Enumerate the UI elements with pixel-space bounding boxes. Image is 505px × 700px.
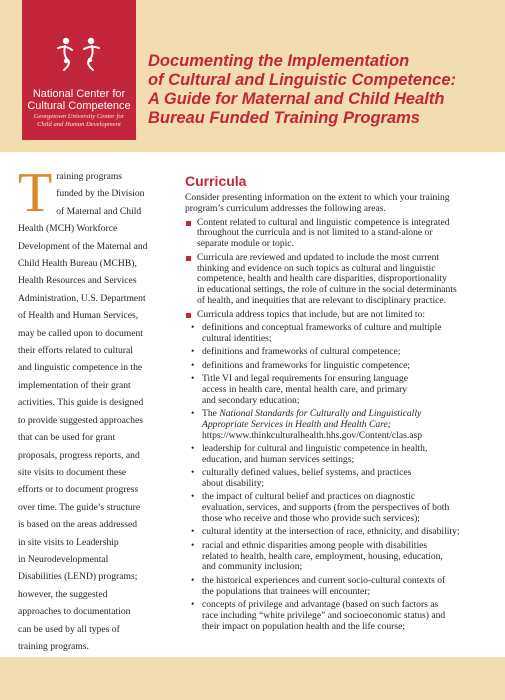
sidebar-line: Health (MCH) Workforce bbox=[18, 223, 118, 235]
bullet-icon: • bbox=[191, 346, 195, 358]
italic-title: Appropriate Services in Health and Health Care; bbox=[202, 418, 391, 430]
square-bullet-icon bbox=[186, 221, 191, 226]
sidebar-line: their efforts related to cultural bbox=[18, 345, 133, 357]
item-line: about disability; bbox=[202, 478, 265, 490]
sidebar-line: however, the suggested bbox=[18, 588, 108, 600]
sidebar-line: proposals, progress reports, and bbox=[18, 449, 140, 461]
item-line: those who receive and those who provide such services); bbox=[202, 513, 420, 525]
intro-line: Consider presenting information on the extent to which your training bbox=[185, 192, 450, 203]
item-line: in educational settings, the role of culture in the social determinants bbox=[197, 284, 457, 296]
bullet-icon: • bbox=[191, 359, 195, 371]
item-line: definitions and conceptual frameworks of culture and multiple bbox=[202, 322, 442, 334]
sidebar-line: training programs. bbox=[18, 640, 89, 652]
item-line: the historical experiences and current socio-cultural contexts of bbox=[202, 574, 446, 586]
main-content bbox=[185, 173, 485, 635]
topic-item bbox=[185, 347, 485, 358]
curricula-item bbox=[185, 253, 485, 307]
sidebar-line: Development of the Maternal and bbox=[18, 240, 148, 252]
drop-cap: T bbox=[18, 162, 53, 224]
sidebar-line: of Health and Human Services, bbox=[18, 310, 139, 322]
topic-item bbox=[185, 444, 485, 466]
logo-name-line: National Center for bbox=[32, 88, 126, 100]
title-line: A Guide for Maternal and Child Health bbox=[148, 90, 445, 108]
topic-item bbox=[185, 527, 485, 538]
item-line: their impact on population health and the life course; bbox=[202, 620, 406, 632]
square-bullet-icon bbox=[186, 256, 191, 261]
footer-band bbox=[0, 657, 505, 700]
sidebar-line: approaches to documentation bbox=[18, 606, 131, 618]
item-line: concepts of privilege and advantage (based on such factors as bbox=[202, 599, 439, 611]
bullet-icon: • bbox=[191, 526, 195, 538]
intro-sidebar bbox=[18, 162, 176, 655]
sidebar-line: can be used by all types of bbox=[18, 623, 120, 635]
logo-sub-line: Child and Human Development bbox=[37, 121, 121, 128]
item-line: Content related to cultural and linguistic competence is integrated bbox=[197, 216, 450, 228]
sidebar-line: Health Resources and Services bbox=[18, 275, 137, 287]
item-line: and community inclusion; bbox=[202, 561, 303, 573]
item-line: definitions and frameworks of cultural competence; bbox=[202, 346, 401, 358]
sidebar-line: Administration, U.S. Department bbox=[18, 292, 146, 304]
topic-item bbox=[185, 492, 485, 524]
intro-paragraph bbox=[185, 193, 485, 215]
section-heading: Curricula bbox=[185, 173, 247, 189]
item-line: and secondary education; bbox=[202, 394, 300, 406]
title-line: Documenting the Implementation bbox=[148, 52, 410, 70]
item-line: separate module or topic. bbox=[197, 238, 294, 250]
bullet-icon: • bbox=[191, 599, 195, 611]
curricula-item bbox=[185, 310, 485, 321]
logo-subtitle bbox=[22, 113, 136, 129]
sidebar-line: to provide suggested approaches bbox=[18, 414, 143, 426]
item-line: the impact of cultural belief and practices on diagnostic bbox=[202, 491, 416, 503]
logo-name bbox=[22, 88, 136, 112]
item-line: of health, and inequities that are relevant to disciplinary practice. bbox=[197, 294, 447, 306]
item-line: the populations that trainees will encounter; bbox=[202, 585, 371, 597]
item-line: definitions and frameworks for linguistic competence; bbox=[202, 359, 411, 371]
item-prefix: The bbox=[202, 408, 220, 420]
sidebar-line: site visits to document these bbox=[18, 466, 127, 478]
title-line: Bureau Funded Training Programs bbox=[148, 109, 420, 127]
item-line: culturally defined values, belief systems, and practices bbox=[202, 467, 412, 479]
item-line: Title VI and legal requirements for ensuring language bbox=[202, 373, 408, 385]
sidebar-line: of Maternal and Child bbox=[56, 205, 142, 217]
sidebar-line: is based on the areas addressed bbox=[18, 519, 138, 531]
sidebar-line: over time. The guide’s structure bbox=[18, 501, 141, 513]
bullet-icon: • bbox=[191, 491, 195, 503]
people-figures-icon bbox=[55, 36, 103, 76]
item-line: cultural identities; bbox=[202, 332, 272, 344]
logo-name-line: Cultural Competence bbox=[27, 100, 131, 112]
square-bullet-list bbox=[185, 218, 485, 321]
item-line: leadership for cultural and linguistic competence in health, bbox=[202, 443, 428, 455]
bullet-icon: • bbox=[191, 322, 195, 334]
sidebar-line: Disabilities (LEND) programs; bbox=[18, 571, 138, 583]
bullet-icon: • bbox=[191, 443, 195, 455]
italic-title: National Standards for Culturally and Linguistically bbox=[219, 408, 422, 420]
item-line: education, and human services settings; bbox=[202, 453, 355, 465]
intro-line: program’s curriculum addresses the following areas. bbox=[185, 202, 386, 214]
topic-item bbox=[185, 374, 485, 406]
bullet-icon: • bbox=[191, 539, 195, 551]
bullet-icon: • bbox=[191, 467, 195, 479]
sidebar-line: in Neurodevelopmental bbox=[18, 553, 109, 565]
square-bullet-icon bbox=[186, 313, 191, 318]
topic-item bbox=[185, 468, 485, 490]
item-line: access in health care, mental health care, and primary bbox=[202, 383, 408, 395]
sidebar-line: efforts or to document progress bbox=[18, 484, 139, 496]
topic-bullet-list bbox=[185, 323, 485, 632]
item-url: https://www.thinkculturalhealth.hhs.gov/Content/clas.asp bbox=[202, 429, 423, 441]
sidebar-line: in site visits to Leadership bbox=[18, 536, 119, 548]
topic-item bbox=[185, 576, 485, 598]
item-line: evaluation, services, and supports (from the perspectives of both bbox=[202, 502, 450, 514]
topic-item bbox=[185, 409, 485, 441]
item-line: throughout the curricula and is not limited to a stand-alone or bbox=[197, 227, 433, 239]
sidebar-line: activities. This guide is designed bbox=[18, 397, 144, 409]
sidebar-line: and linguistic competence in the bbox=[18, 362, 143, 374]
item-line: competence, health and health care disparities, disproportionality bbox=[197, 273, 447, 285]
sidebar-line: Child Health Bureau (MCHB), bbox=[18, 258, 137, 270]
sidebar-line: may be called upon to document bbox=[18, 327, 143, 339]
bullet-icon: • bbox=[191, 408, 195, 420]
curricula-item bbox=[185, 218, 485, 250]
item-line: cultural identity at the intersection of race, ethnicity, and disability; bbox=[202, 526, 460, 538]
bullet-icon: • bbox=[191, 574, 195, 586]
item-line: Curricula address topics that include, but are not limited to: bbox=[197, 308, 426, 320]
ncc-logo bbox=[22, 0, 136, 140]
sidebar-line: raining programs bbox=[56, 171, 123, 182]
item-line: related to health, health care, employment, housing, education, bbox=[202, 550, 443, 562]
topic-item bbox=[185, 541, 485, 573]
topic-item bbox=[185, 323, 485, 345]
item-line: Curricula are reviewed and updated to include the most current bbox=[197, 251, 440, 263]
bullet-icon: • bbox=[191, 373, 195, 385]
item-line: race including “white privilege” and socioeconomic status) and bbox=[202, 609, 446, 621]
item-line: thinking and evidence on such topics as cultural and linguistic bbox=[197, 262, 436, 274]
sidebar-line: funded by the Division bbox=[56, 188, 145, 200]
topic-item bbox=[185, 361, 485, 372]
document-title bbox=[148, 52, 498, 128]
sidebar-line: implementation of their grant bbox=[18, 379, 131, 391]
sidebar-line: that can be used for grant bbox=[18, 432, 116, 444]
logo-sub-line: Georgetown University Center for bbox=[33, 113, 125, 120]
title-line: of Cultural and Linguistic Competence: bbox=[148, 71, 457, 89]
topic-item bbox=[185, 600, 485, 632]
item-line: racial and ethnic disparities among people with disabilities bbox=[202, 539, 428, 551]
